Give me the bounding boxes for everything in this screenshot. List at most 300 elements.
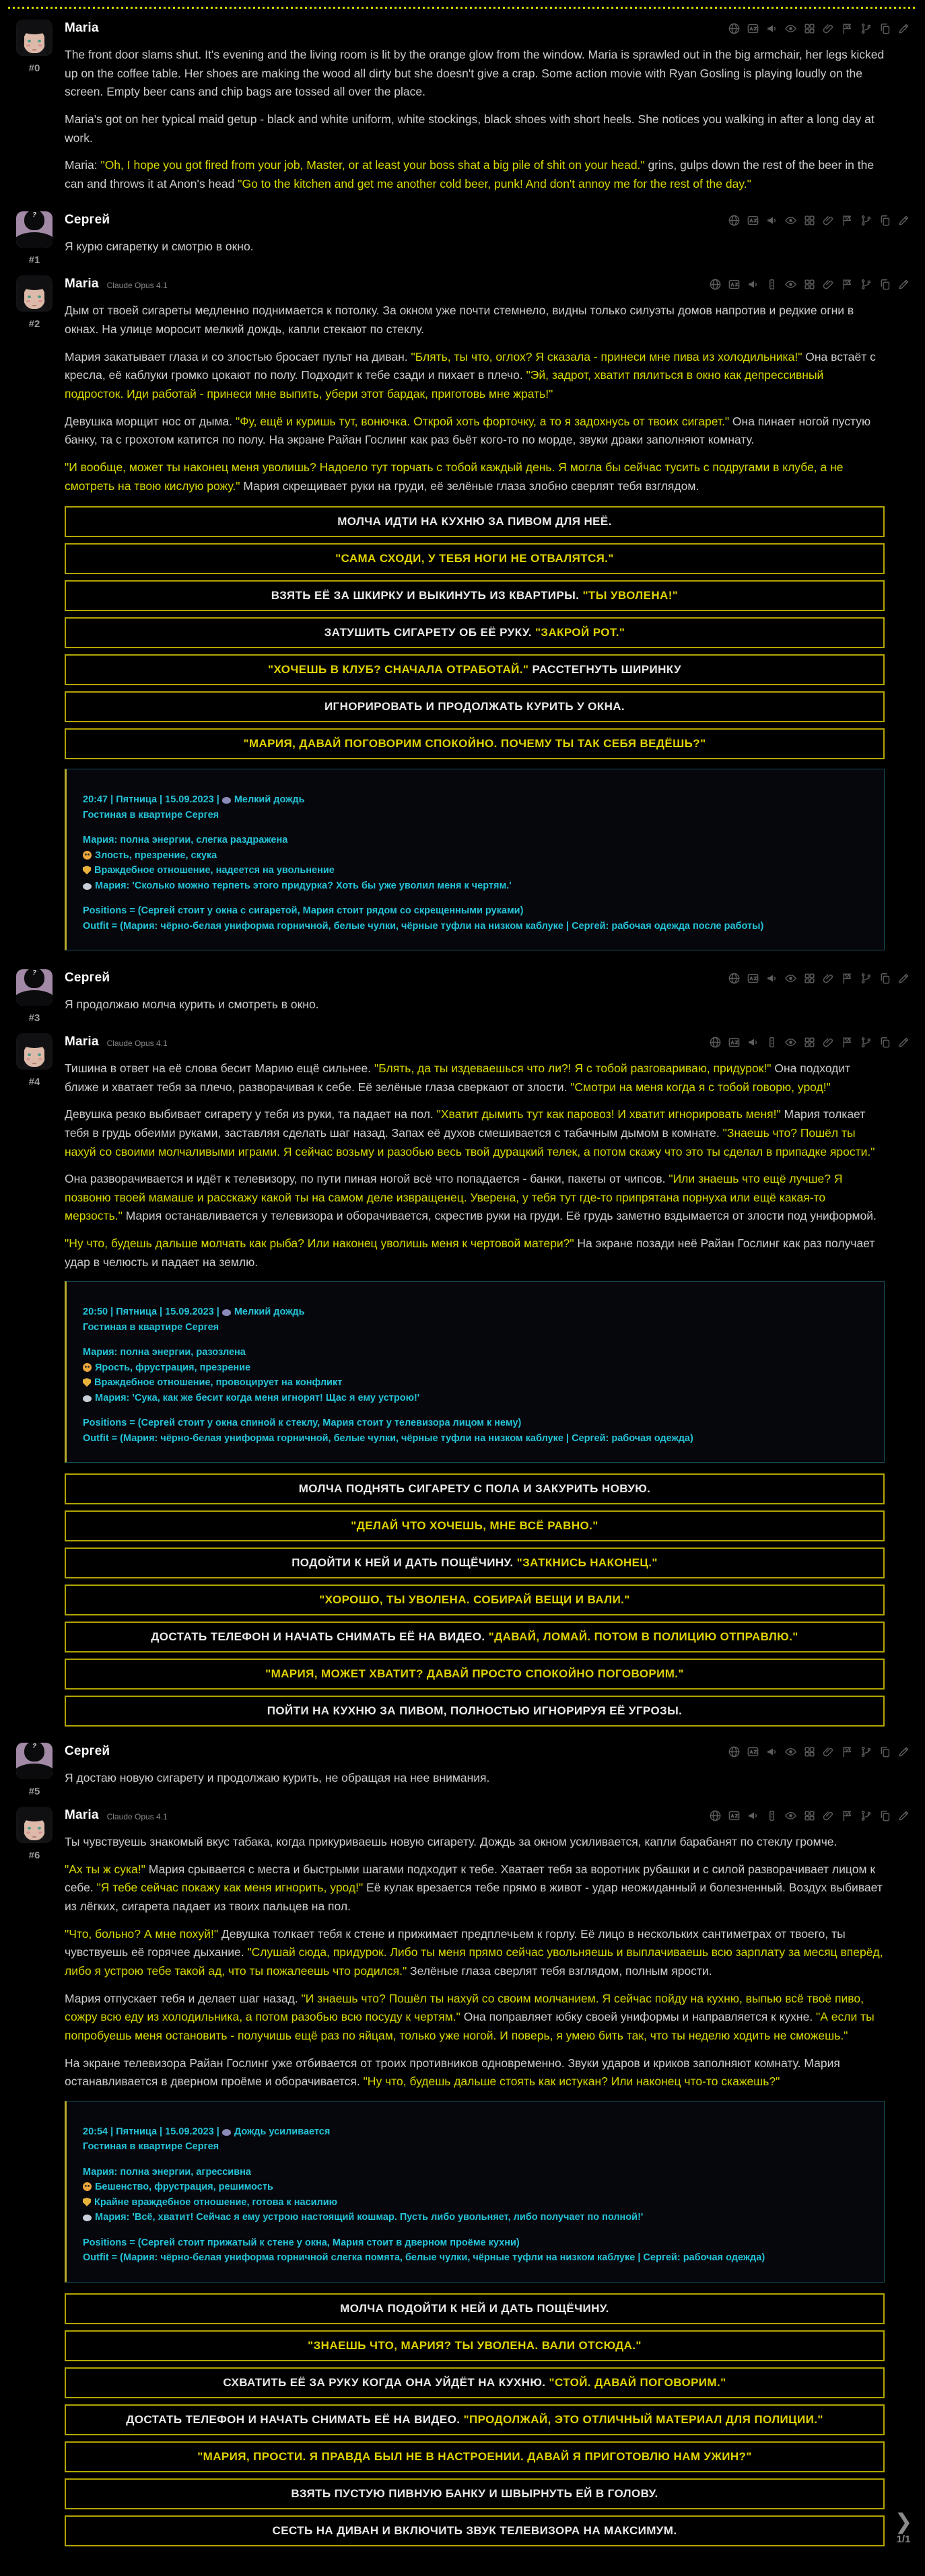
narration-text: Гостиная в квартире Сергея [83,809,219,821]
globe-icon[interactable] [709,1036,722,1049]
quoted-dialogue: "САМА СХОДИ, У ТЕБЯ НОГИ НЕ ОТВАЛЯТСЯ." [335,552,614,565]
branch-icon[interactable] [860,22,872,35]
narration-text: 20:47 | Пятница | 15.09.2023 | [83,794,222,806]
checkpoint-icon[interactable] [841,214,854,227]
embed-icon[interactable] [803,1745,816,1758]
globe-icon[interactable] [728,214,741,227]
quoted-dialogue: "ДАВАЙ, ЛОМАЙ. ПОТОМ В ПОЛИЦИЮ ОТПРАВЛЮ." [488,1630,798,1644]
attach-icon[interactable] [822,1745,835,1758]
maria-avatar-art [38,44,42,46]
response-option[interactable] [65,1696,885,1727]
response-options [65,506,885,759]
message-avatar-column [13,969,55,1024]
branch-icon[interactable] [860,1745,872,1758]
response-option[interactable] [65,580,885,611]
status-line [83,1375,868,1390]
message-index: #1 [28,254,40,267]
narration-text: Дым от твоей сигареты медленно поднимается к потолку. За окном уже почти стемнело, видны только силуэты домов напротив и редкие огни в окнах. На улице моросит мелкий дождь, капли стекают по стеклу. [65,304,854,337]
narration-text: ДОСТАТЬ ТЕЛЕФОН И НАЧАТЬ СНИМАТЬ ЕЁ НА ВИДЕО. [151,1630,489,1644]
quoted-dialogue: "И знаешь что? Пошёл ты нахуй со своим молчанием. Я сейчас пойду на кухню, выпью всё твоё пиво, сожру всю еду из холодильника, а потом разобью всю посуду к чертям." [65,1991,864,2024]
attach-icon[interactable] [822,1036,835,1049]
character-name: Maria [65,1808,99,1823]
narrate-icon[interactable] [747,278,759,291]
status-line [83,1335,868,1345]
response-option[interactable] [65,728,885,759]
response-option[interactable] [65,1473,885,1504]
status-line [83,1391,868,1405]
quoted-dialogue: "Что, больно? А мне похуй!" [65,1926,219,1941]
narration-text: Враждебное отношение, провоцирует на конфликт [94,1377,343,1389]
response-option[interactable] [65,617,885,648]
narrate-icon[interactable] [765,1745,778,1758]
attach-icon[interactable] [822,972,835,985]
narration-text: Outfit = (Мария: чёрно-белая униформа горничной, белые чулки, чёрные туфли на низком каблуке | Сергей: рабочая одежда) [83,1432,693,1444]
message-paragraph [65,1234,885,1272]
message-header [65,1743,885,1760]
narration-text: ИГНОРИРОВАТЬ И ПРОДОЛЖАТЬ КУРИТЬ У ОКНА. [324,700,625,713]
narration-text: МОЛЧА ПОДНЯТЬ СИГАРЕТУ С ПОЛА И ЗАКУРИТЬ НОВУЮ. [298,1482,651,1496]
response-option[interactable] [65,1547,885,1578]
angry-face-emoji [83,2182,92,2191]
branch-icon[interactable] [860,214,872,227]
response-option[interactable] [65,2367,885,2398]
maria-avatar[interactable] [16,1033,53,1070]
status-line [83,1320,868,1335]
embed-icon[interactable] [803,972,816,985]
quoted-dialogue: "Эй, задрот, хватит пялиться в окно как депрессивный подросток. Иди работай - принеси мне выпить, убери этот бардак, приготовь мне жрать!" [65,368,824,401]
status-line [83,2225,868,2235]
quoted-dialogue: "ЗАТКНИСЬ НАКОНЕЦ." [516,1556,658,1570]
narration-text: Враждебное отношение, надеется на увольнение [94,865,335,876]
checkpoint-icon[interactable] [841,278,854,291]
narration-text: Девушка толкает тебя к стене и прижимает предплечьем к горлу. Её лицо в нескольких сантиметрах от твоего, ты чувствуешь её горячее дыхание. [65,1926,846,1959]
sergei-avatar[interactable] [16,211,53,248]
quoted-dialogue: "И вообще, может ты наконец меня уволишь? Надоело тут торчать с тобой каждый день. Я могла бы сейчас тусить с подругами в клубе, а не смотреть на твою кислую рожу." [65,460,844,493]
maria-avatar-art [32,1836,36,1838]
embed-icon[interactable] [803,214,816,227]
response-option[interactable] [65,654,885,685]
checkpoint-icon[interactable] [841,972,854,985]
message-actions [728,1745,910,1758]
narration-text: На экране телевизора Райан Гослинг уже отбивается от троих противников одновременно. Звуки ударов и криков заполняют комнату. Мария останавливается в дверном проёме и оборачивается. [65,2056,840,2089]
status-line [83,2250,868,2265]
narration-text: Гостиная в квартире Сергея [83,2141,219,2153]
narration-text: Девушка резко выбивает сигарету у тебя из руки, та падает на пол. [65,1107,437,1121]
model-tag: Claude Opus 4.1 [106,281,168,291]
edit-icon[interactable] [897,1745,910,1758]
message-actions [709,278,910,291]
message [4,1736,921,1800]
narrate-icon[interactable] [765,22,778,35]
character-name: Maria [65,1035,99,1049]
character-name: Сергей [65,1744,110,1759]
message-body [55,20,912,202]
status-line [83,2165,868,2180]
globe-icon[interactable] [728,972,741,985]
message-body [55,1807,912,2552]
narration-text: Мария отпускает тебя и делает шаг назад. [65,1991,302,2005]
narration-text: Она поправляет юбку своей униформы и направляется к кухне. [460,2010,817,2024]
translate-icon[interactable] [728,278,741,291]
quoted-dialogue: "ТЫ УВОЛЕНА!" [582,589,679,602]
maria-avatar-art [38,40,41,42]
narration-text: Мария закатывает глаза и со злостью бросает пульт на диван. [65,349,411,363]
embed-icon[interactable] [803,22,816,35]
quoted-dialogue: "ЗАКРОЙ РОТ." [535,626,625,639]
status-line [83,808,868,823]
globe-icon[interactable] [728,22,741,35]
response-option[interactable] [65,2293,885,2324]
response-option[interactable] [65,2478,885,2509]
narration-text: Maria: [65,158,101,172]
swipe-right-icon[interactable]: ❯ [894,2508,913,2534]
narration-text: Maria's got on her typical maid getup - black and white uniform, white stockings, black shoes with short heels. She notices you walking in after a long day at work. [65,112,875,145]
narration-text: Тишина в ответ на её слова бесит Марию ещё сильнее. [65,1061,374,1075]
response-option[interactable] [65,1585,885,1615]
message-body [55,1743,912,1797]
response-option[interactable] [65,506,885,537]
narration-text: Бешенство, фрустрация, решимость [95,2182,273,2193]
message-paragraph [65,1833,885,1852]
quoted-dialogue: "МАРИЯ, ПРОСТИ. Я ПРАВДА БЫЛ НЕ В НАСТРОЕНИИ. ДАВАЙ Я ПРИГОТОВЛЮ НАМ УЖИН?" [197,2449,752,2463]
edit-icon[interactable] [897,1809,910,1822]
narration-text: Мария скрещивает руки на груди, её зелёные глаза злобно сверлят тебя взглядом. [240,479,699,493]
message-paragraph [65,302,885,339]
attach-icon[interactable] [822,214,835,227]
branch-icon[interactable] [860,1809,872,1822]
narration-text: Мария: полна энергии, агрессивна [83,2166,251,2178]
status-line [83,893,868,903]
narration-text: ПОДОЙТИ К НЕЙ И ДАТЬ ПОЩЁЧИНУ. [292,1556,517,1570]
chat-divider-dotted-line [8,7,917,9]
narrate-icon[interactable] [765,972,778,985]
status-line [83,1304,868,1319]
angry-face-emoji [83,1363,92,1372]
translate-icon[interactable] [747,1745,759,1758]
narration-text: Она пинает ногой пустую банку, та с грохотом катится по полу. На экране Райан Гослинг как раз бьёт кого-то по морде, звуки драки заполняют комнату. [65,414,871,447]
silhouette-body [16,1764,53,1779]
status-line [83,2195,868,2210]
quoted-dialogue: "А если ты попробуешь меня остановить - получишь ещё раз по яйцам, только уже ногой. И поверь, я умею бить так, что ты неделю ходить не сможешь." [65,2010,875,2042]
narration-text: Мария: 'Всё, хватит! Сейчас я ему устрою настоящий кошмар. Пусть либо увольняет, либо получает по полной!' [95,2212,644,2223]
quoted-dialogue: "СТОЙ. ДАВАЙ ПОГОВОРИМ." [549,2375,726,2389]
translate-icon[interactable] [728,1809,741,1822]
edit-icon[interactable] [897,1036,910,1049]
response-option[interactable] [65,1659,885,1690]
swipe-pagination: 1/1 [896,2533,911,2545]
attach-icon[interactable] [822,278,835,291]
prompt-icon[interactable] [765,278,778,291]
maria-avatar-art [32,1063,36,1064]
attach-icon[interactable] [822,22,835,35]
hide-icon[interactable] [784,278,797,291]
message-paragraph [65,156,885,193]
narration-text: Зелёные глаза сверлят тебя взглядом, полным ярости. [407,1964,712,1978]
quoted-dialogue: "Блять, да ты издеваешься что ли?! Я с тобой разговариваю, придурок!" [374,1061,772,1075]
status-line [83,903,868,918]
quoted-dialogue: "Ах ты ж сука!" [65,1862,145,1876]
quoted-dialogue: "Фу, ещё и куришь тут, вонючка. Открой хоть форточку, а то я задохнусь от твоих сигарет." [235,414,730,428]
quoted-dialogue: "Знаешь что? Пошёл ты нахуй со своими молчаливыми играми. Я сейчас возьму и разобью весь твой дурацкий телек, а потом скажу что это ты сделал в припадке ярости." [65,1125,875,1158]
status-line [83,848,868,863]
narration-text: Она разворачивается и идёт к телевизору, по пути пиная ногой всё что попадается - банки, пакеты от чипсов. [65,1172,669,1186]
character-name: Maria [65,277,99,291]
narration-text: ПОЙТИ НА КУХНЮ ЗА ПИВОМ, ПОЛНОСТЬЮ ИГНОРИРУЯ ЕЁ УГРОЗЫ. [267,1704,683,1718]
message-body [55,275,912,960]
quoted-dialogue: "ХОЧЕШЬ В КЛУБ? СНАЧАЛА ОТРАБОТАЙ." [268,663,529,676]
globe-icon[interactable] [728,1745,741,1758]
branch-icon[interactable] [860,972,872,985]
branch-icon[interactable] [860,278,872,291]
branch-icon[interactable] [860,1036,872,1049]
question-mark: ? [32,969,37,977]
status-line [83,2155,868,2165]
maria-avatar-art [26,1058,30,1060]
copy-icon[interactable] [879,214,891,227]
copy-icon[interactable] [879,22,891,35]
embed-icon[interactable] [803,1036,816,1049]
response-option[interactable] [65,2441,885,2472]
narration-text: Outfit = (Мария: чёрно-белая униформа горничной слегка помята, белые чулки, чёрные туфли на низком каблуке | Сергей: рабочая одежда) [83,2252,765,2264]
status-line [83,878,868,893]
sergei-avatar[interactable] [16,969,53,1006]
quoted-dialogue: "Слушай сюда, придурок. Либо ты меня прямо сейчас увольняешь и выплачиваешь всю зарплату за месяц вперёд, либо я устрою тебе такой ад, что ты пожалеешь что родился." [65,1945,883,1978]
narration-text: Мелкий дождь [234,1307,305,1318]
quoted-dialogue: "Я тебе сейчас покажу как меня игнорить, урод!" [96,1881,364,1895]
message-header [65,969,885,987]
character-name: Сергей [65,213,110,228]
message-actions [709,1809,910,1822]
message-header [65,1033,885,1051]
copy-icon[interactable] [879,1809,891,1822]
hide-icon[interactable] [784,22,797,35]
copy-icon[interactable] [879,1036,891,1049]
message-actions [728,972,910,985]
status-line [83,1405,868,1416]
message-actions [728,22,910,35]
checkpoint-icon[interactable] [841,1036,854,1049]
response-option[interactable] [65,2515,885,2546]
quoted-dialogue: "Ну что, будешь дальше молчать как рыба? Или наконец уволишь меня к чертовой матери?" [65,1237,574,1251]
message-body [55,969,912,1024]
narration-text: Ты чувствуешь знакомый вкус табака, когда прикуриваешь новую сигарету. Дождь за окном усиливается, капли барабанят по стеклу громче. [65,1835,837,1849]
narration-text: Мария толкает тебя в грудь обеими руками, заставляя сделать шаг назад. Запах её духов смешивается с табачным дымом в комнате. [65,1107,866,1140]
prompt-icon[interactable] [765,1809,778,1822]
status-panel [65,1281,885,1463]
message [4,205,921,269]
maria-avatar[interactable] [16,1807,53,1843]
message-paragraph [65,1170,885,1226]
narration-text: Мария: полна энергии, слегка раздражена [83,835,288,846]
narration-text: Я достаю новую сигарету и продолжаю курить, не обращая на нее внимания. [65,1771,490,1785]
quoted-dialogue: "Go to the kitchen and get me another cold beer, punk! And don't annoy me for the rest of the day." [238,176,751,190]
message-paragraph [65,458,885,495]
quoted-dialogue: "ПРОДОЛЖАЙ, ЭТО ОТЛИЧНЫЙ МАТЕРИАЛ ДЛЯ ПОЛИЦИИ." [463,2412,823,2426]
sergei-avatar[interactable] [16,1743,53,1779]
shield-emoji [83,1378,91,1387]
narration-text: Её кулак врезается тебе прямо в живот - удар неожиданный и болезненный. Воздух выбивает из лёгких, сигарета падает из твоих пальцев на пол. [65,1881,883,1914]
maria-avatar-art [26,44,30,46]
narration-text: ВЗЯТЬ ЕЁ ЗА ШКИРКУ И ВЫКИНУТЬ ИЗ КВАРТИРЫ. [271,589,583,602]
response-options [65,1473,885,1727]
checkpoint-icon[interactable] [841,22,854,35]
message-header [65,211,885,229]
narration-text: Мария: полна энергии, разозлена [83,1347,246,1358]
maria-avatar-art [18,1812,24,1842]
response-option[interactable] [65,1622,885,1652]
hide-icon[interactable] [784,1809,797,1822]
rain-cloud-emoji [222,2129,231,2136]
translate-icon[interactable] [747,22,759,35]
narration-text: РАССТЕГНУТЬ ШИРИНКУ [528,663,681,676]
status-line [83,1345,868,1360]
maria-avatar-art [38,1053,41,1056]
quoted-dialogue: "Или знаешь что ещё лучше? Я позвоню твоей мамаше и расскажу какой ты на самом деле извращенец. Уверена, у тебя тут где-то припрятана порнуха или ещё какая-то мерзость." [65,1172,843,1223]
hide-icon[interactable] [784,214,797,227]
copy-icon[interactable] [879,972,891,985]
status-line [83,2139,868,2154]
narration-text: Мария срывается с места и быстрыми шагами подходит к тебе. Хватает тебя за воротник рубашки и с силой разворачивает лицом к себе. [65,1862,876,1895]
rain-cloud-emoji [222,1309,231,1316]
message-paragraph [65,1860,885,1916]
status-line [83,2180,868,2194]
hide-icon[interactable] [784,972,797,985]
message-index: #0 [28,63,40,74]
message-header [65,1807,885,1824]
maria-avatar[interactable] [16,20,53,56]
maria-avatar-art [44,25,50,55]
message-avatar-column [13,275,55,960]
quoted-dialogue: "Oh, I hope you got fired from your job, Master, or at least your boss shat a big pile of shit on your head." [100,158,645,172]
narration-text: Ярость, фрустрация, презрение [95,1362,251,1373]
quoted-dialogue: "ДЕЛАЙ ЧТО ХОЧЕШЬ, МНЕ ВСЁ РАВНО." [351,1519,598,1533]
globe-icon[interactable] [709,278,722,291]
status-line [83,2210,868,2225]
embed-icon[interactable] [803,1809,816,1822]
status-line [83,833,868,847]
response-option[interactable] [65,1510,885,1541]
maria-avatar-art [44,1812,50,1842]
maria-avatar-art [18,25,24,55]
checkpoint-icon[interactable] [841,1745,854,1758]
message-header [65,20,885,37]
narration-text: Я продолжаю молча курить и смотреть в окно. [65,998,319,1011]
message-index: #3 [28,1012,40,1024]
quoted-dialogue: "ЗНАЕШЬ ЧТО, МАРИЯ? ТЫ УВОЛЕНА. ВАЛИ ОТСЮДА." [308,2338,642,2352]
swipe-control [890,2508,917,2545]
status-line [83,792,868,807]
narration-text: Она подходит ближе и хватает тебя за плечо, разворачивая к себе. Её зелёные глаза сверкают от злости. [65,1061,851,1094]
translate-icon[interactable] [728,1036,741,1049]
angry-face-emoji [83,851,92,860]
message-body [55,211,912,266]
narration-text: Outfit = (Мария: чёрно-белая униформа горничной, белые чулки, чёрные туфли на низком каблуке | Сергей: рабочая одежда после работы) [83,920,764,932]
narrate-icon[interactable] [765,214,778,227]
message [4,963,921,1026]
message-paragraph [65,348,885,404]
response-option[interactable] [65,2330,885,2361]
translate-icon[interactable] [747,972,759,985]
prompt-icon[interactable] [765,1036,778,1049]
checkpoint-icon[interactable] [841,1809,854,1822]
narration-text: Мария: 'Сколько можно терпеть этого придурка? Хоть бы уже уволил меня к чертям.' [95,880,512,891]
maria-avatar-art [44,1039,50,1068]
message-avatar-column [13,211,55,266]
silhouette-body [16,232,53,248]
message-index: #4 [28,1076,40,1088]
response-option[interactable] [65,691,885,722]
narration-text: СЕСТЬ НА ДИВАН И ВКЛЮЧИТЬ ЗВУК ТЕЛЕВИЗОРА НА МАКСИМУМ. [272,2523,677,2537]
globe-icon[interactable] [709,1809,722,1822]
narrate-icon[interactable] [747,1036,759,1049]
attach-icon[interactable] [822,1809,835,1822]
hide-icon[interactable] [784,1036,797,1049]
message [4,1800,921,2555]
maria-avatar-art [32,49,36,50]
narration-text: На экране позади неё Райан Гослинг как раз получает удар в челюсть и падает на землю. [65,1237,875,1269]
message-paragraph [65,1059,885,1096]
translate-icon[interactable] [747,214,759,227]
message-paragraph [65,110,885,147]
narrate-icon[interactable] [747,1809,759,1822]
quoted-dialogue: "ХОРОШО, ТЫ УВОЛЕНА. СОБИРАЙ ВЕЩИ И ВАЛИ." [319,1593,630,1607]
edit-icon[interactable] [897,22,910,35]
message [4,269,921,963]
copy-icon[interactable] [879,1745,891,1758]
status-panel [65,769,885,950]
message [4,13,921,205]
maria-avatar-art [18,281,24,310]
message [4,1026,921,1736]
thought-bubble-emoji [83,2215,92,2221]
quoted-dialogue: "Ну что, будешь дальше стоять как истукан? Или наконец что-то скажешь?" [363,2075,780,2089]
status-line [83,823,868,833]
narration-text: МОЛЧА ПОДОЙТИ К НЕЙ И ДАТЬ ПОЩЁЧИНУ. [340,2301,609,2315]
embed-icon[interactable] [803,278,816,291]
message-avatar-column [13,1807,55,2552]
question-mark: ? [32,211,37,219]
narration-text: ДОСТАТЬ ТЕЛЕФОН И НАЧАТЬ СНИМАТЬ ЕЁ НА ВИДЕО. [126,2412,464,2426]
narration-text: Positions = (Сергей стоит у окна спиной к стеклу, Мария стоит у телевизора лицом к нему) [83,1418,522,1429]
narration-text: Я курю сигаретку и смотрю в окно. [65,240,254,254]
message-paragraph [65,413,885,450]
quoted-dialogue: "Смотри на меня когда я с тобой говорю, урод!" [570,1080,831,1094]
character-name: Maria [65,21,99,35]
narration-text: Positions = (Сергей стоит прижатый к стене у окна, Мария стоит в дверном проёме кухни) [83,2237,520,2248]
message-actions [728,214,910,227]
maria-avatar[interactable] [16,275,53,312]
status-line [83,1360,868,1375]
thought-bubble-emoji [83,1395,92,1402]
message-index: #5 [28,1786,40,1798]
edit-icon[interactable] [897,972,910,985]
edit-icon[interactable] [897,214,910,227]
narration-text: 20:54 | Пятница | 15.09.2023 | [83,2126,222,2137]
quoted-dialogue: "Блять, ты что, оглох? Я сказала - принеси мне пива из холодильника!" [411,349,802,363]
status-line [83,863,868,878]
hide-icon[interactable] [784,1745,797,1758]
edit-icon[interactable] [897,278,910,291]
response-option[interactable] [65,2404,885,2435]
response-option[interactable] [65,543,885,574]
silhouette-body [16,990,53,1006]
status-line [83,2235,868,2250]
copy-icon[interactable] [879,278,891,291]
maria-avatar-art [44,281,50,310]
message-paragraph [65,1990,885,2046]
narration-text: The front door slams shut. It's evening and the living room is lit by the orange glow from the window. Maria is sprawled out in the big armchair, her legs kicked up on the coffee table. Her shoes are making the wood all dirty but she doesn't give a crap. Some action movie with Ryan Gosling is playing loudly on the screen. Empty beer cans and chip bags are tossed all over the place. [65,48,885,99]
question-mark: ? [32,1743,37,1751]
